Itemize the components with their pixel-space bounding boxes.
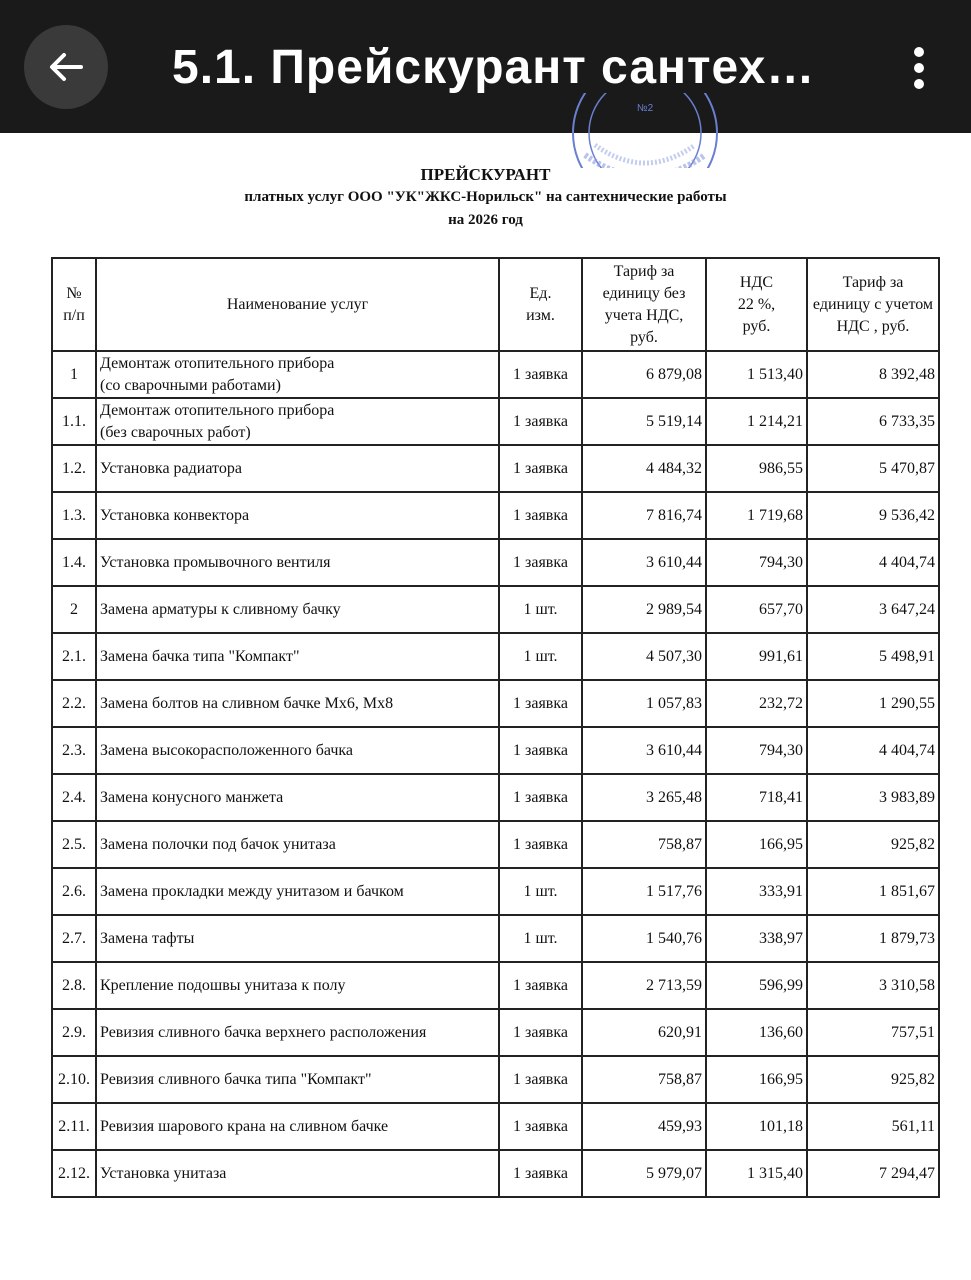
- cell-unit: 1 заявка: [499, 1056, 582, 1103]
- cell-unit: 1 заявка: [499, 680, 582, 727]
- cell-vat: 166,95: [706, 1056, 807, 1103]
- app-bar: [0, 0, 971, 133]
- cell-num: 2.2.: [52, 680, 96, 727]
- cell-num: 2.11.: [52, 1103, 96, 1150]
- table-row: [52, 351, 939, 398]
- table-row: [52, 680, 939, 727]
- table-row: [52, 633, 939, 680]
- table-row: [52, 1009, 939, 1056]
- cell-total: 5 498,91: [807, 633, 939, 680]
- cell-vat: 338,97: [706, 915, 807, 962]
- cell-num: 1.2.: [52, 445, 96, 492]
- cell-tariff: 5 519,14: [582, 398, 706, 445]
- cell-name: Крепление подошвы унитаза к полу: [96, 962, 499, 1009]
- table-row: [52, 962, 939, 1009]
- cell-tariff: 459,93: [582, 1103, 706, 1150]
- cell-vat: 986,55: [706, 445, 807, 492]
- cell-name: Замена бачка типа "Компакт": [96, 633, 499, 680]
- cell-tariff: 5 979,07: [582, 1150, 706, 1197]
- cell-total: 3 983,89: [807, 774, 939, 821]
- cell-num: 2: [52, 586, 96, 633]
- cell-tariff: 758,87: [582, 821, 706, 868]
- cell-vat: 1 719,68: [706, 492, 807, 539]
- cell-unit: 1 заявка: [499, 351, 582, 398]
- cell-num: 2.10.: [52, 1056, 96, 1103]
- cell-total: 3 310,58: [807, 962, 939, 1009]
- cell-vat: 794,30: [706, 539, 807, 586]
- cell-total: 4 404,74: [807, 727, 939, 774]
- cell-total: 5 470,87: [807, 445, 939, 492]
- cell-name: Замена полочки под бачок унитаза: [96, 821, 499, 868]
- price-table: [51, 257, 940, 1198]
- cell-unit: 1 шт.: [499, 586, 582, 633]
- cell-num: 2.7.: [52, 915, 96, 962]
- cell-vat: 718,41: [706, 774, 807, 821]
- more-vertical-icon: [913, 46, 925, 90]
- header-name: Наименование услуг: [96, 258, 499, 351]
- header-unit: Ед. изм.: [499, 258, 582, 351]
- table-row: [52, 445, 939, 492]
- table-row: [52, 727, 939, 774]
- cell-total: 4 404,74: [807, 539, 939, 586]
- cell-unit: 1 шт.: [499, 633, 582, 680]
- cell-unit: 1 заявка: [499, 398, 582, 445]
- cell-unit: 1 заявка: [499, 445, 582, 492]
- cell-num: 1: [52, 351, 96, 398]
- cell-name: Установка конвектора: [96, 492, 499, 539]
- cell-total: 925,82: [807, 1056, 939, 1103]
- cell-name: Замена высокорасположенного бачка: [96, 727, 499, 774]
- cell-name: Демонтаж отопительного прибора (без сварочных работ): [96, 398, 499, 445]
- cell-unit: 1 заявка: [499, 1150, 582, 1197]
- table-row: [52, 1056, 939, 1103]
- header-num: № п/п: [52, 258, 96, 351]
- cell-tariff: 7 816,74: [582, 492, 706, 539]
- cell-total: 757,51: [807, 1009, 939, 1056]
- cell-unit: 1 заявка: [499, 821, 582, 868]
- cell-unit: 1 заявка: [499, 1009, 582, 1056]
- cell-name: Установка радиатора: [96, 445, 499, 492]
- cell-name: Замена арматуры к сливному бачку: [96, 586, 499, 633]
- cell-vat: 166,95: [706, 821, 807, 868]
- cell-unit: 1 заявка: [499, 492, 582, 539]
- cell-unit: 1 заявка: [499, 774, 582, 821]
- cell-total: 1 879,73: [807, 915, 939, 962]
- table-row: [52, 539, 939, 586]
- cell-total: 8 392,48: [807, 351, 939, 398]
- cell-total: 561,11: [807, 1103, 939, 1150]
- cell-name: Ревизия сливного бачка верхнего расположения: [96, 1009, 499, 1056]
- cell-name: Демонтаж отопительного прибора (со сварочными работами): [96, 351, 499, 398]
- cell-vat: 1 315,40: [706, 1150, 807, 1197]
- cell-name: Установка унитаза: [96, 1150, 499, 1197]
- header-tariff: Тариф за единицу без учета НДС, руб.: [582, 258, 706, 351]
- cell-tariff: 3 610,44: [582, 727, 706, 774]
- cell-name: Замена тафты: [96, 915, 499, 962]
- table-row: [52, 492, 939, 539]
- cell-tariff: 758,87: [582, 1056, 706, 1103]
- cell-total: 9 536,42: [807, 492, 939, 539]
- cell-tariff: 6 879,08: [582, 351, 706, 398]
- header-vat: НДС 22 %, руб.: [706, 258, 807, 351]
- cell-num: 2.8.: [52, 962, 96, 1009]
- overflow-menu-button[interactable]: [895, 36, 943, 100]
- cell-name: Замена конусного манжета: [96, 774, 499, 821]
- cell-num: 2.4.: [52, 774, 96, 821]
- doc-subheading: платных услуг ООО "УК"ЖКС-Норильск" на сантехнические работы: [244, 189, 727, 205]
- table-row: [52, 398, 939, 445]
- cell-vat: 1 513,40: [706, 351, 807, 398]
- arrow-left-icon: [49, 52, 83, 82]
- table-row: [52, 868, 939, 915]
- cell-vat: 657,70: [706, 586, 807, 633]
- cell-name: Замена прокладки между унитазом и бачком: [96, 868, 499, 915]
- cell-name: Установка промывочного вентиля: [96, 539, 499, 586]
- cell-num: 2.5.: [52, 821, 96, 868]
- table-header-row: [52, 258, 939, 351]
- cell-unit: 1 шт.: [499, 868, 582, 915]
- doc-heading: ПРЕЙСКУРАНТ: [420, 165, 551, 184]
- document-page[interactable]: [0, 103, 971, 1280]
- back-button[interactable]: [24, 25, 108, 109]
- cell-tariff: 1 540,76: [582, 915, 706, 962]
- cell-vat: 1 214,21: [706, 398, 807, 445]
- cell-vat: 232,72: [706, 680, 807, 727]
- cell-tariff: 2 989,54: [582, 586, 706, 633]
- cell-vat: 794,30: [706, 727, 807, 774]
- cell-vat: 333,91: [706, 868, 807, 915]
- cell-tariff: 1 057,83: [582, 680, 706, 727]
- cell-tariff: 1 517,76: [582, 868, 706, 915]
- cell-tariff: 4 507,30: [582, 633, 706, 680]
- cell-total: 1 851,67: [807, 868, 939, 915]
- cell-vat: 136,60: [706, 1009, 807, 1056]
- cell-num: 2.9.: [52, 1009, 96, 1056]
- svg-text:№2: №2: [636, 103, 654, 114]
- cell-tariff: 620,91: [582, 1009, 706, 1056]
- cell-tariff: 3 265,48: [582, 774, 706, 821]
- table-row: [52, 1103, 939, 1150]
- cell-unit: 1 заявка: [499, 727, 582, 774]
- cell-num: 1.1.: [52, 398, 96, 445]
- cell-total: 7 294,47: [807, 1150, 939, 1197]
- cell-total: 1 290,55: [807, 680, 939, 727]
- cell-num: 1.4.: [52, 539, 96, 586]
- table-row: [52, 915, 939, 962]
- cell-name: Замена болтов на сливном бачке Мх6, Мх8: [96, 680, 499, 727]
- cell-num: 2.6.: [52, 868, 96, 915]
- cell-num: 1.3.: [52, 492, 96, 539]
- document-title: 5.1. Прейскурант сантех…: [172, 41, 816, 94]
- table-row: [52, 586, 939, 633]
- cell-vat: 596,99: [706, 962, 807, 1009]
- header-total: Тариф за единицу с учетом НДС , руб.: [807, 258, 939, 351]
- company-stamp: [565, 93, 725, 168]
- cell-num: 2.12.: [52, 1150, 96, 1197]
- table-row: [52, 774, 939, 821]
- cell-unit: 1 заявка: [499, 962, 582, 1009]
- doc-year-line: на 2026 год: [448, 212, 523, 228]
- cell-total: 925,82: [807, 821, 939, 868]
- cell-num: 2.3.: [52, 727, 96, 774]
- cell-name: Ревизия шарового крана на сливном бачке: [96, 1103, 499, 1150]
- cell-vat: 991,61: [706, 633, 807, 680]
- cell-unit: 1 заявка: [499, 539, 582, 586]
- cell-tariff: 3 610,44: [582, 539, 706, 586]
- cell-unit: 1 шт.: [499, 915, 582, 962]
- cell-total: 3 647,24: [807, 586, 939, 633]
- table-row: [52, 1150, 939, 1197]
- cell-tariff: 4 484,32: [582, 445, 706, 492]
- cell-tariff: 2 713,59: [582, 962, 706, 1009]
- cell-total: 6 733,35: [807, 398, 939, 445]
- cell-unit: 1 заявка: [499, 1103, 582, 1150]
- cell-name: Ревизия сливного бачка типа "Компакт": [96, 1056, 499, 1103]
- table-row: [52, 821, 939, 868]
- cell-vat: 101,18: [706, 1103, 807, 1150]
- cell-num: 2.1.: [52, 633, 96, 680]
